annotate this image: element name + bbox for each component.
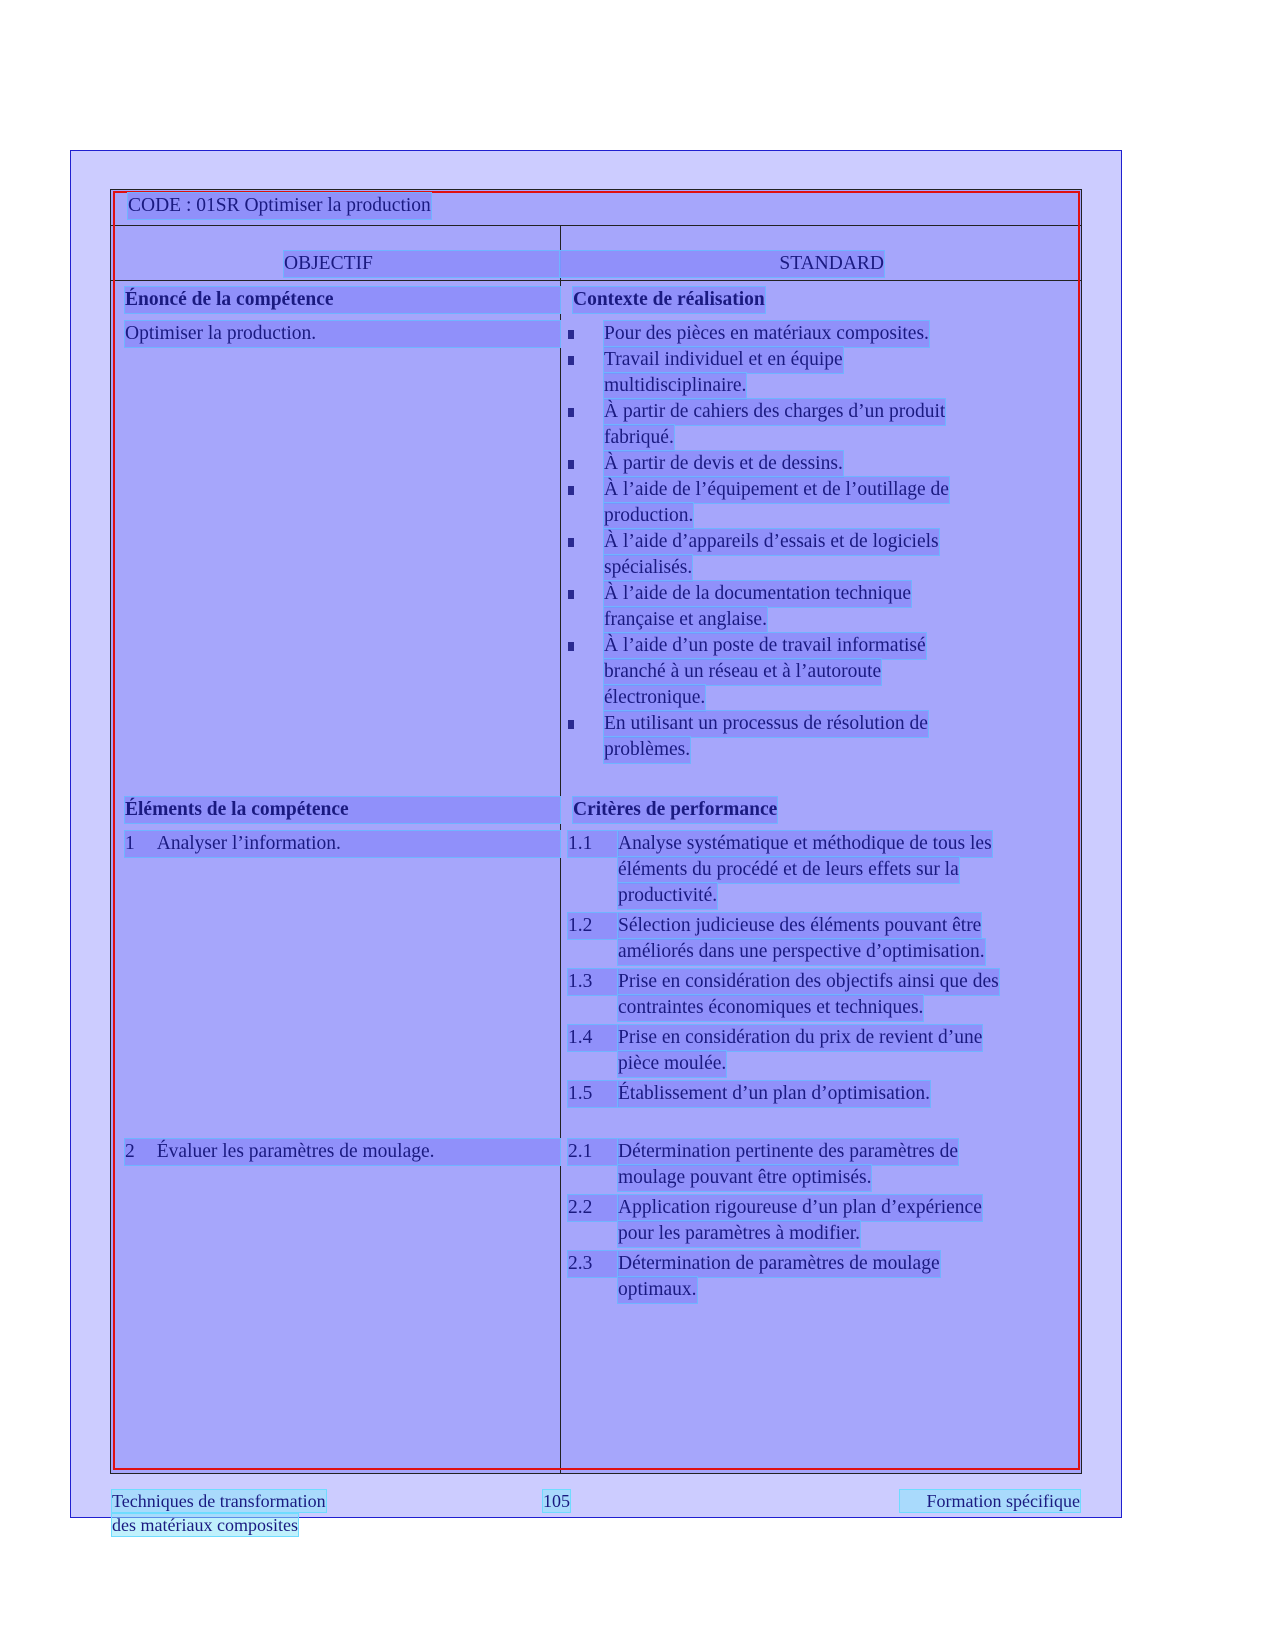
critere-text-line: Prise en considération des objectifs ainsi que des — [618, 969, 999, 995]
critere-text-line: Prise en considération du prix de revient d’une — [618, 1025, 982, 1051]
critere-number: 2.1 — [568, 1139, 618, 1165]
contexte-item-line: À l’aide de l’équipement et de l’outillage de — [604, 477, 949, 503]
critere-number: 1.2 — [568, 913, 618, 939]
contexte-item-line: À partir de cahiers des charges d’un produit — [604, 399, 945, 425]
element-text: Analyser l’information. — [156, 833, 341, 854]
contexte-item-line: À l’aide de la documentation technique — [604, 581, 911, 607]
contexte-item-line: À partir de devis et de dessins. — [604, 451, 843, 477]
element-item — [125, 831, 560, 857]
critere-text-line: contraintes économiques et techniques. — [618, 995, 923, 1021]
header-objectif: OBJECTIF — [284, 251, 560, 277]
contexte-item-line: problèmes. — [604, 737, 690, 763]
contexte-item-line: branché à un réseau et à l’autoroute — [604, 659, 881, 685]
footer-program: Techniques de transformation — [112, 1491, 326, 1511]
bullet-icon — [568, 538, 574, 547]
contexte-item-line: électronique. — [604, 685, 705, 711]
critere-number: 1.5 — [568, 1081, 618, 1107]
enonce-title: Énoncé de la compétence — [125, 287, 560, 313]
critere-number: 2.2 — [568, 1195, 618, 1221]
contexte-item-line: Travail individuel et en équipe — [604, 347, 843, 373]
elements-title: Éléments de la compétence — [125, 797, 560, 823]
element-number: 1 — [125, 833, 135, 854]
bullet-icon — [568, 356, 574, 365]
bullet-icon — [568, 460, 574, 469]
row-divider-code — [110, 225, 1082, 226]
contexte-item-line: fabriqué. — [604, 425, 674, 451]
critere-text-line: optimaux. — [618, 1277, 697, 1303]
critere-number: 1.1 — [568, 831, 618, 857]
contexte-item-line: À l’aide d’un poste de travail informatisé — [604, 633, 926, 659]
footer-page-number: 105 — [543, 1491, 570, 1511]
critere-number: 2.3 — [568, 1251, 618, 1277]
criteres-title: Critères de performance — [573, 797, 777, 823]
critere-text-line: éléments du procédé et de leurs effets sur la — [618, 857, 959, 883]
critere-number: 1.4 — [568, 1025, 618, 1051]
contexte-item-line: En utilisant un processus de résolution de — [604, 711, 928, 737]
contexte-item-line: multidisciplinaire. — [604, 373, 746, 399]
bullet-icon — [568, 330, 574, 339]
contexte-item-line: française et anglaise. — [604, 607, 767, 633]
element-number: 2 — [125, 1141, 135, 1162]
bullet-icon — [568, 408, 574, 417]
code-line: CODE : 01SR Optimiser la production — [128, 193, 431, 219]
element-item — [125, 1139, 560, 1165]
header-standard: STANDARD — [560, 251, 884, 277]
bullet-icon — [568, 590, 574, 599]
enonce-text: Optimiser la production. — [125, 321, 560, 347]
critere-text-line: Détermination pertinente des paramètres de — [618, 1139, 958, 1165]
element-text: Évaluer les paramètres de moulage. — [156, 1141, 435, 1162]
contexte-title: Contexte de réalisation — [573, 287, 765, 313]
critere-text-line: Sélection judicieuse des éléments pouvant être — [618, 913, 981, 939]
critere-text-line: Application rigoureuse d’un plan d’expérience — [618, 1195, 982, 1221]
footer-program-line2: des matériaux composites — [112, 1515, 298, 1535]
contexte-item-line: À l’aide d’appareils d’essais et de logiciels — [604, 529, 939, 555]
critere-text-line: pièce moulée. — [618, 1051, 726, 1077]
critere-text-line: Établissement d’un plan d’optimisation. — [618, 1081, 930, 1107]
critere-text-line: pour les paramètres à modifier. — [618, 1221, 860, 1247]
critere-text-line: Détermination de paramètres de moulage — [618, 1251, 940, 1277]
column-divider — [560, 225, 561, 1474]
critere-text-line: moulage pouvant être optimisés. — [618, 1165, 871, 1191]
bullet-icon — [568, 720, 574, 729]
contexte-item-line: spécialisés. — [604, 555, 692, 581]
critere-text-line: productivité. — [618, 883, 717, 909]
bullet-icon — [568, 642, 574, 651]
footer-section: Formation spécifique — [900, 1490, 1080, 1512]
critere-text-line: améliorés dans une perspective d’optimisation. — [618, 939, 985, 965]
contexte-item-line: production. — [604, 503, 693, 529]
bullet-icon — [568, 486, 574, 495]
contexte-item-line: Pour des pièces en matériaux composites. — [604, 321, 929, 347]
critere-text-line: Analyse systématique et méthodique de tous les — [618, 831, 992, 857]
critere-number: 1.3 — [568, 969, 618, 995]
row-divider-header — [110, 280, 1082, 281]
